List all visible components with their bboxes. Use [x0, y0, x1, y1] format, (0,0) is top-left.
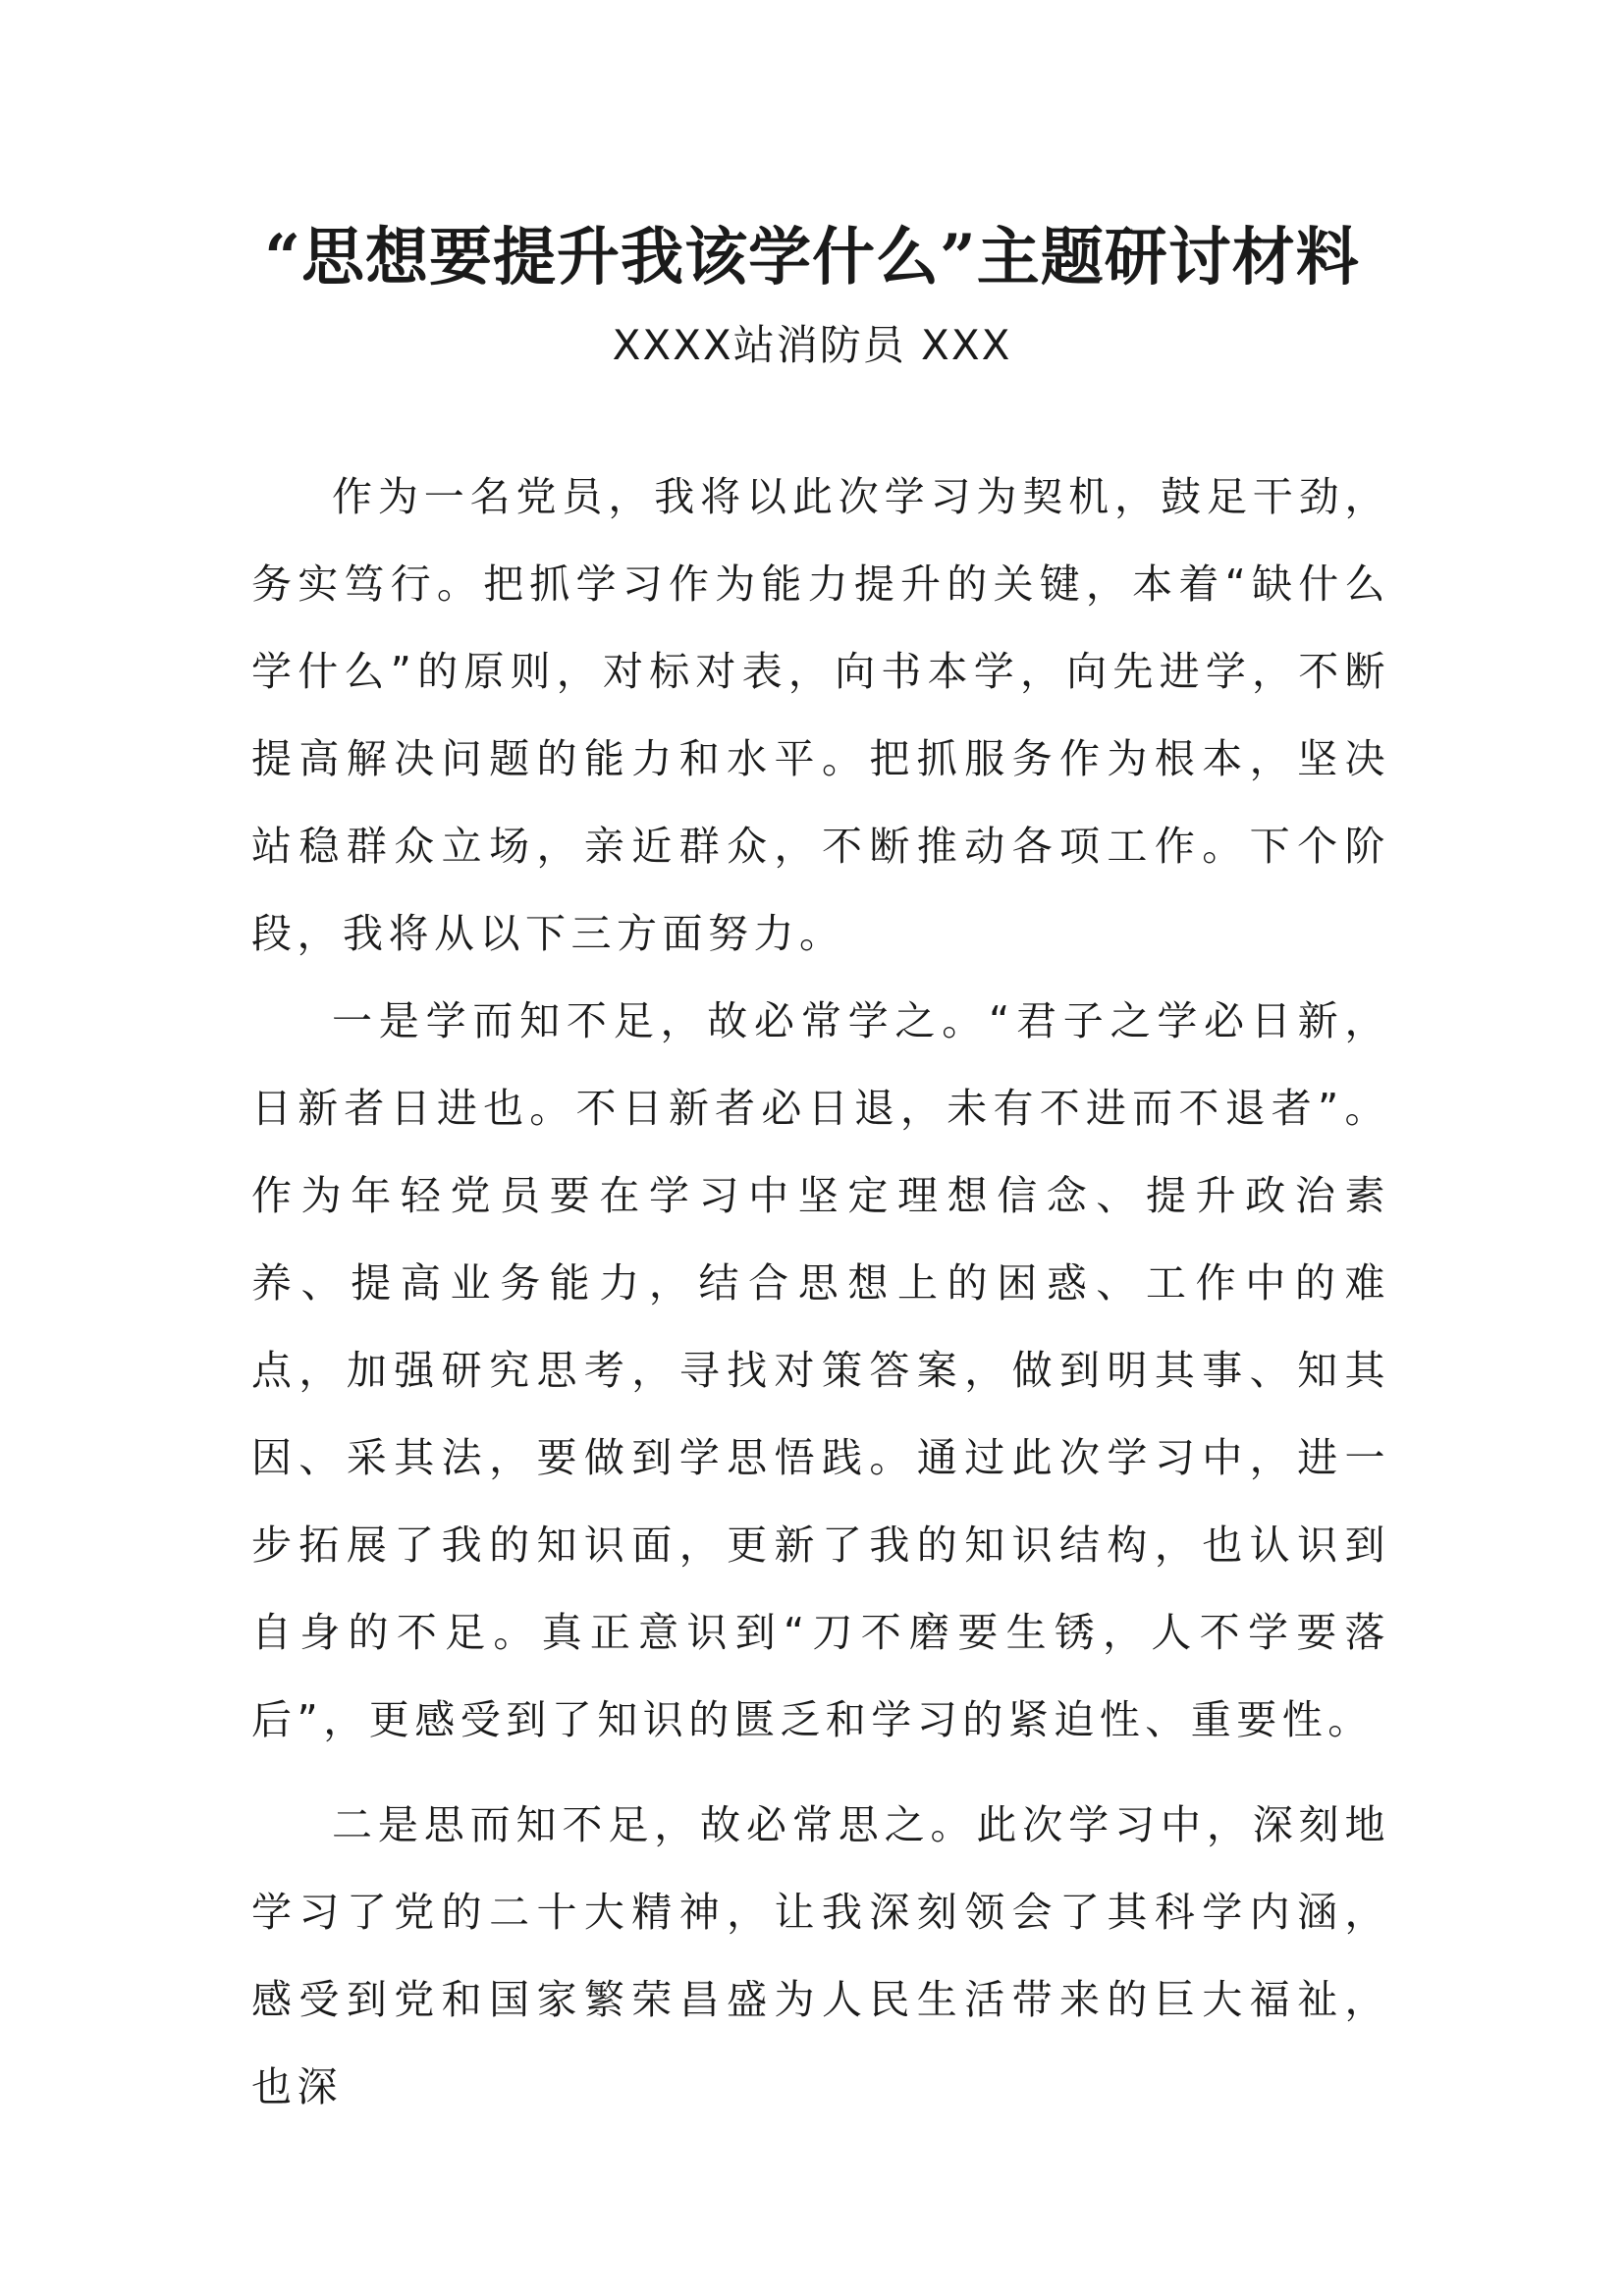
paragraph-intro: 作为一名党员，我将以此次学习为契机，鼓足干劲，务实笃行。把抓学习作为能力提升的关键，本着“缺什么学什么”的原则，对标对表，向书本学，向先进学，不断提高解决问题的能力和水平。把抓服务作为根本，坚决站稳群众立场，亲近群众，不断推动各项工作。下个阶段，我将从以下三方面努力。 — [251, 473, 1390, 957]
document-body — [251, 454, 1390, 2131]
paragraph-point-two: 二是思而知不足，故必常思之。此次学习中，深刻地学习了党的二十大精神，让我深刻领会了其科学内涵，感受到党和国家繁荣昌盛为人民生活带来的巨大福祉，也深 — [251, 1801, 1390, 2110]
paragraph-point-one: 一是学而知不足，故必常学之。“君子之学必日新，日新者日进也。不日新者必日退，未有不进而不退者”。作为年轻党员要在学习中坚定理想信念、提升政治素养、提高业务能力，结合思想上的困惑、工作中的难点，加强研究思考，寻找对策答案，做到明其事、知其因、采其法，要做到学思悟践。通过此次学习中，进一步拓展了我的知识面，更新了我的知识结构，也认识到自身的不足。真正意识到“刀不磨要生锈，人不学要落后”，更感受到了知识的匮乏和学习的紧迫性、重要性。 — [251, 997, 1390, 1743]
document-title: “思想要提升我该学什么”主题研讨材料 — [264, 221, 1360, 294]
document-author: XXXX站消防员 XXX — [612, 321, 1012, 369]
